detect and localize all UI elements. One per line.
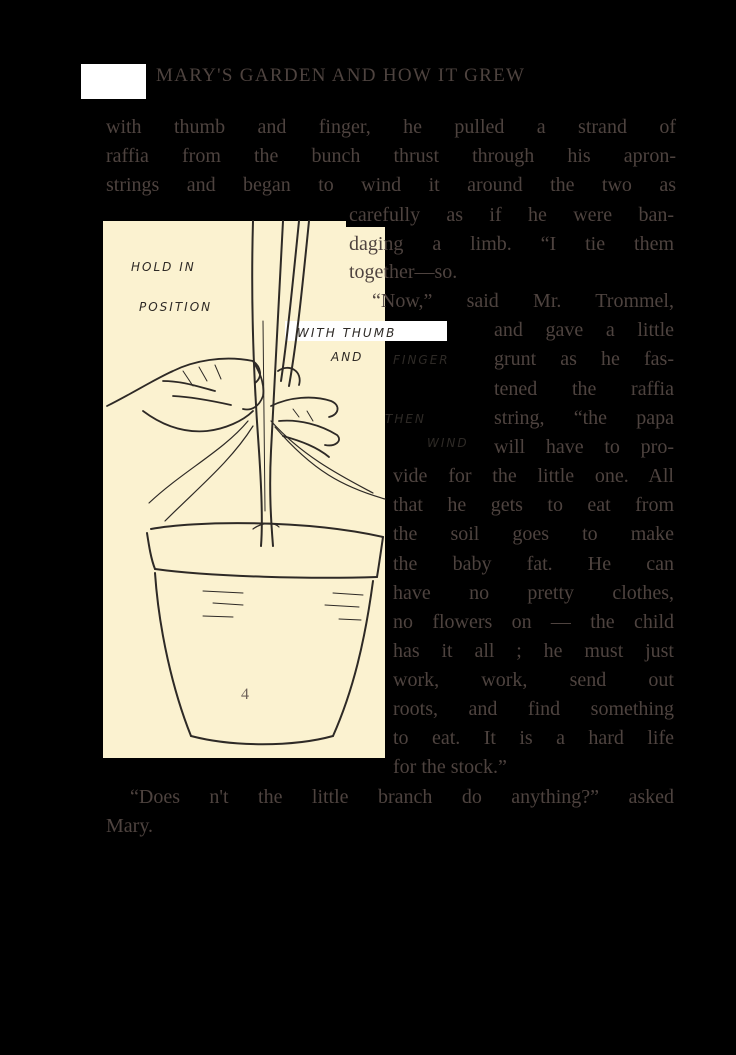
body-text-line: strings and began to wind it around the two as: [106, 174, 676, 196]
body-text-line: tened the raffia: [494, 378, 674, 400]
label-and: AND: [331, 350, 364, 364]
body-text-line: string, “the papa: [494, 407, 674, 429]
pot-mark: 4: [241, 686, 249, 703]
body-text-line: have no pretty clothes,: [393, 582, 674, 604]
label-position: POSITION: [139, 300, 213, 314]
body-text-line: vide for the little one. All: [393, 465, 674, 487]
body-text-line: has it all ; he must just: [393, 640, 674, 662]
page-number-box: [81, 64, 146, 99]
body-text-line: the baby fat. He can: [393, 553, 674, 575]
label-then: THEN: [385, 412, 426, 426]
body-text-line: daging a limb. “I tie them: [349, 233, 674, 255]
body-text-line: and gave a little: [494, 319, 674, 341]
body-text-line: work, work, send out: [393, 669, 674, 691]
body-text-line: that he gets to eat from: [393, 494, 674, 516]
body-text-line: “Does n't the little branch do anything?” asked: [130, 786, 674, 808]
body-text-line: the soil goes to make: [393, 523, 674, 545]
body-text-line: carefully as if he were ban-: [349, 204, 674, 226]
body-text-line: no flowers on — the child: [393, 611, 674, 633]
body-text-line: “Now,” said Mr. Trommel,: [372, 290, 674, 312]
body-text-line: grunt as he fas-: [494, 348, 674, 370]
label-finger: FINGER: [393, 353, 450, 367]
body-text-line: Mary.: [106, 815, 154, 837]
body-text-line: with thumb and finger, he pulled a strand of: [106, 116, 676, 138]
body-text-line: raffia from the bunch thrust through his apron-: [106, 145, 676, 167]
label-hold-in: HOLD IN: [131, 260, 196, 274]
label-with-thumb: WITH THUMB: [297, 326, 397, 340]
body-text-line: will have to pro-: [494, 436, 674, 458]
body-text-line: together—so.: [349, 261, 458, 283]
body-text-line: roots, and find something: [393, 698, 674, 720]
label-wind: WIND: [427, 436, 469, 450]
body-text-line: for the stock.”: [393, 756, 507, 778]
running-head: MARY'S GARDEN AND HOW IT GREW: [156, 65, 526, 86]
body-text-line: to eat. It is a hard life: [393, 727, 674, 749]
